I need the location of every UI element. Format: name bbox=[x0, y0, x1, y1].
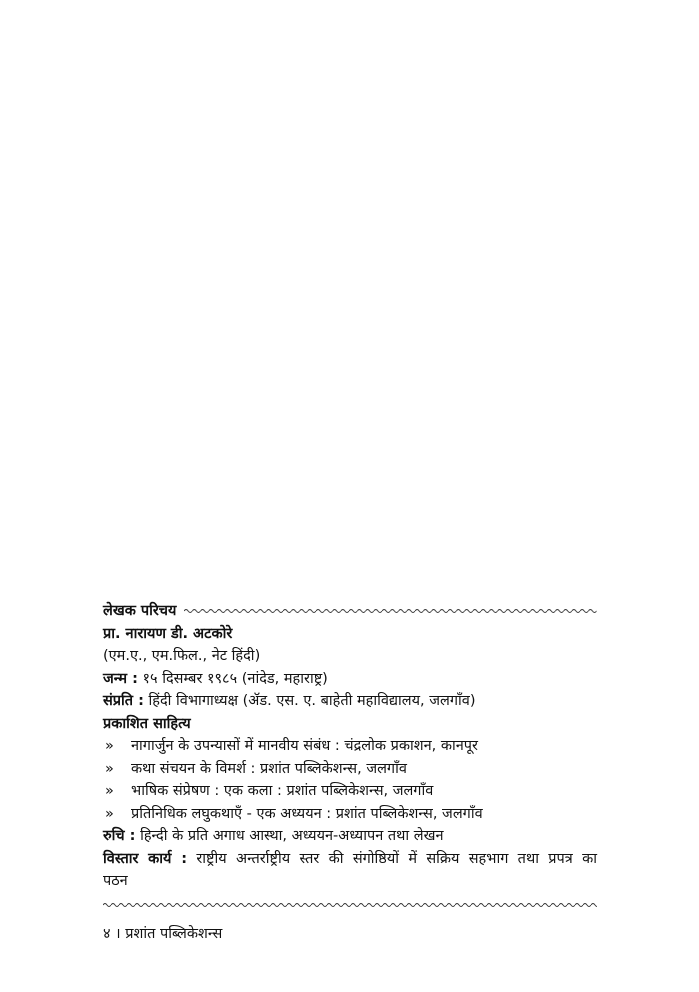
section-title: लेखक परिचय bbox=[103, 603, 177, 619]
publication-item bbox=[103, 780, 597, 803]
tilde-rule-top bbox=[184, 608, 597, 614]
interest-value: हिन्दी के प्रति अगाध आस्था, अध्ययन-अध्यापन तथा लेखन bbox=[140, 828, 444, 844]
publication-item bbox=[103, 758, 597, 781]
section-heading-row bbox=[103, 600, 597, 623]
extension-work-value: राष्ट्रीय अन्तर्राष्ट्रीय स्तर की संगोष्ठियों में सक्रिय सहभाग तथा प्रपत्र का bbox=[196, 850, 597, 867]
author-profile bbox=[103, 600, 597, 893]
position-label: संप्रति : bbox=[103, 693, 144, 709]
qualifications: (एम.ए., एम.फिल., नेट हिंदी) bbox=[103, 648, 261, 664]
published-heading: प्रकाशित साहित्य bbox=[103, 715, 191, 732]
birth-row bbox=[103, 668, 597, 691]
page-footer: ४ । प्रशांत पब्लिकेशन्स bbox=[103, 926, 223, 942]
bullet-icon: » bbox=[105, 760, 114, 777]
publication-title: भाषिक संप्रेषण : एक कला : प्रशांत पब्लिकेशन्स, जलगाँव bbox=[131, 783, 434, 799]
tilde-rule-bottom bbox=[103, 902, 597, 908]
publication-title: नागार्जुन के उपन्यासों में मानवीय संबंध : चंद्रलोक प्रकाशन, कानपूर bbox=[131, 738, 478, 754]
position-value: हिंदी विभागाध्यक्ष (ॲड. एस. ए. बाहेती महाविद्यालय, जलगाँव) bbox=[148, 693, 476, 709]
interest-label: रुचि : bbox=[103, 828, 136, 844]
extension-work-row bbox=[103, 848, 597, 871]
publication-item bbox=[103, 803, 597, 826]
position-row bbox=[103, 690, 597, 713]
publication-title: कथा संचयन के विमर्श : प्रशांत पब्लिकेशन्स, जलगाँव bbox=[131, 760, 407, 777]
bullet-icon: » bbox=[105, 783, 114, 799]
wavy-line bbox=[184, 608, 597, 614]
interest-row bbox=[103, 825, 597, 848]
author-name: प्रा. नारायण डी. अटकोरे bbox=[103, 625, 233, 642]
publication-title: प्रतिनिधिक लघुकथाएँ - एक अध्ययन : प्रशांत पब्लिकेशन्स, जलगाँव bbox=[131, 805, 483, 822]
extension-work-label: विस्तार कार्य : bbox=[103, 850, 188, 867]
extension-work-continuation: पठन bbox=[103, 873, 128, 889]
birth-value: १५ दिसम्बर १९८५ (नांदेड, महाराष्ट्र) bbox=[142, 670, 328, 687]
birth-label: जन्म : bbox=[103, 670, 138, 687]
bullet-icon: » bbox=[105, 738, 114, 754]
publication-item bbox=[103, 735, 597, 758]
wavy-line bbox=[103, 902, 597, 908]
bullet-icon: » bbox=[105, 805, 114, 822]
